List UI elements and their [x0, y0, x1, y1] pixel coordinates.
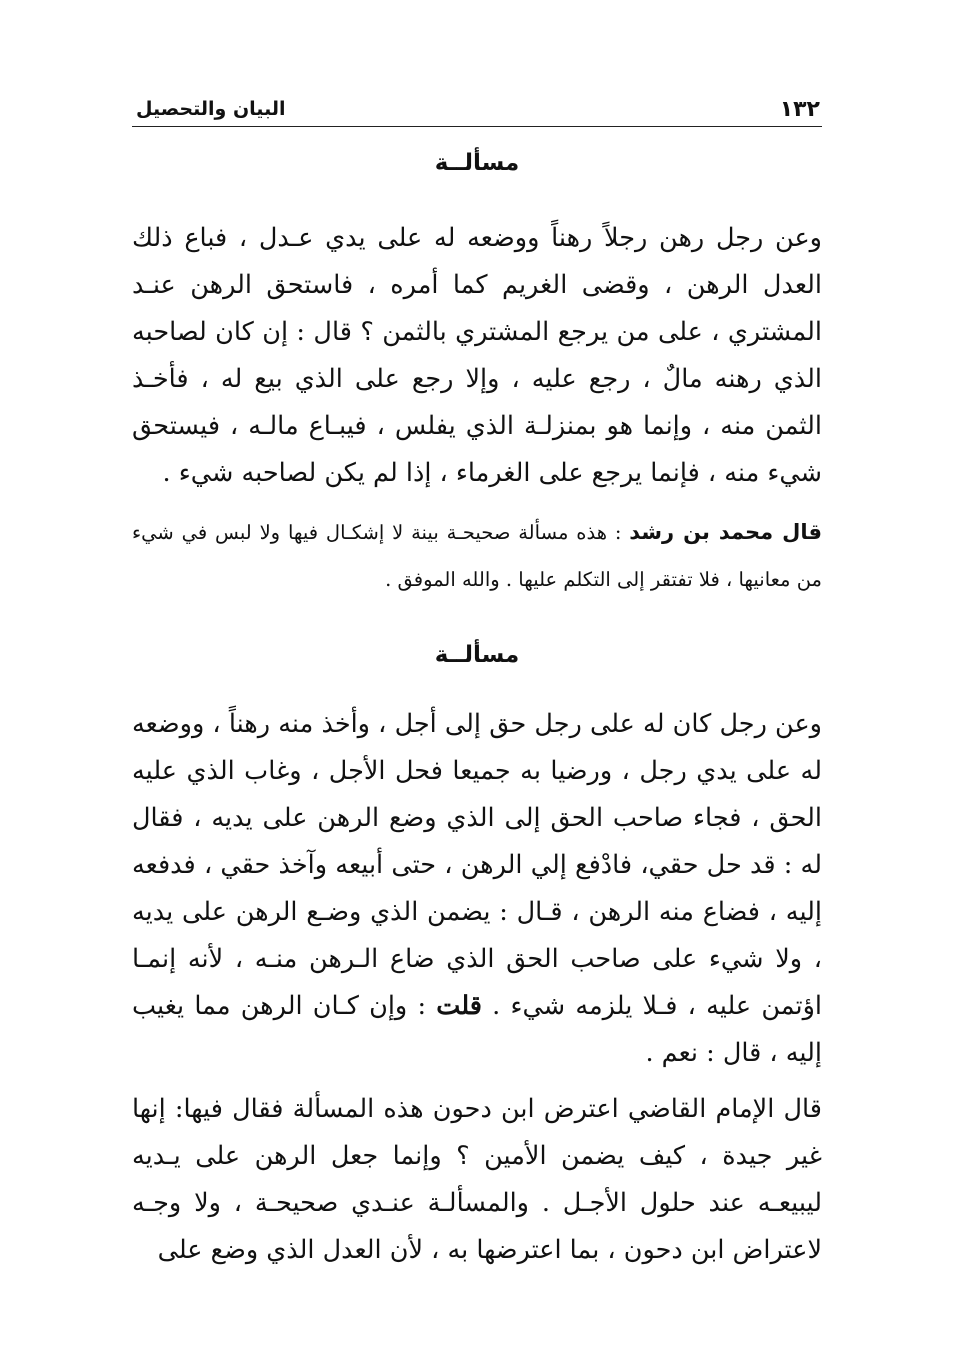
document-page	[132, 0, 822, 1364]
section-1-body: وعن رجل رهن رجلاً رهناً ووضعه له على يدي عـدل ، فباع ذلك العدل الرهن ، وقضى الغريم كما أمره ، فاستحق الرهن عنـد المشتري ، على من يرجع المشتري بالثمن ؟ قال : إن كان لصاحبه الذي رهنه مالٌ ، رجع عليه ، وإلا رجع على الذي بيع له ، فأخـذ الثمن منه ، وإنما هو بمنزلـة الذي يفلس ، فيبـاع مالـه ، فيستحق شيء منه ، فإنما يرجع على الغرماء ، إذا لم يكن لصاحبه شيء .	[132, 223, 822, 488]
running-header	[132, 92, 822, 127]
section-2-body-part1: وعن رجل كان له على رجل حق إلى أجل ، وأخذ منه رهناً ، ووضعه له على يدي رجل ، ورضيا به جميعا فحل الأجل ، وغاب الذي عليه الحق ، فجاء صاحب الحق إلى الذي وضع الرهن على يديه ، فقال له : قد حل حقي، فادْفع إلي الرهن ، حتى أبيعه وآخذ حقي ، فدفعه إليه ، فضاع منه الرهن ، قـال : يضمن الذي وضـع الرهن على يديه ، ولا شيء على صاحب الحق الذي ضاع الـرهن منـه ، لأنه إنمـا اؤتمن عليه ، فـلا يلزمه شيء .	[132, 709, 822, 1021]
section-2-body	[132, 701, 822, 1077]
section-2-commentary: قال الإمام القاضي اعترض ابن دحون هذه المسألة فقال فيها: إنها غير جيدة ، كيف يضمن الأمين ؟ وإنما جعل الرهن على يـديه ليبيعـه عند حلول الأجـل . والمسألـة عنـدي صحيحـة ، ولا وجـه لاعتراض ابن دحون ، بما اعترضها به ، لأن العدل الذي وضع على	[132, 1094, 822, 1265]
section-2-body-part2: : وإن كـان الرهن مما يغيب إليه ، قال : نعم .	[132, 991, 822, 1068]
page-number: ١٣٢	[779, 96, 820, 122]
qultu-bold: قلت	[436, 991, 482, 1021]
section-1-commentary	[132, 509, 822, 603]
section-heading-1: مسألــة	[434, 150, 520, 176]
commentary-text: : هذه مسألة صحيحـة بينة لا إشكـال فيها ولا لبس في شيء من معانيها ، فلا تفتقر إلى التكلم عليها . والله الموفق .	[132, 521, 822, 591]
section-heading-2: مسألــة	[434, 642, 520, 668]
commentary-author: قال محمد بن رشد	[629, 520, 823, 544]
running-title: البيان والتحصيل	[136, 98, 286, 120]
